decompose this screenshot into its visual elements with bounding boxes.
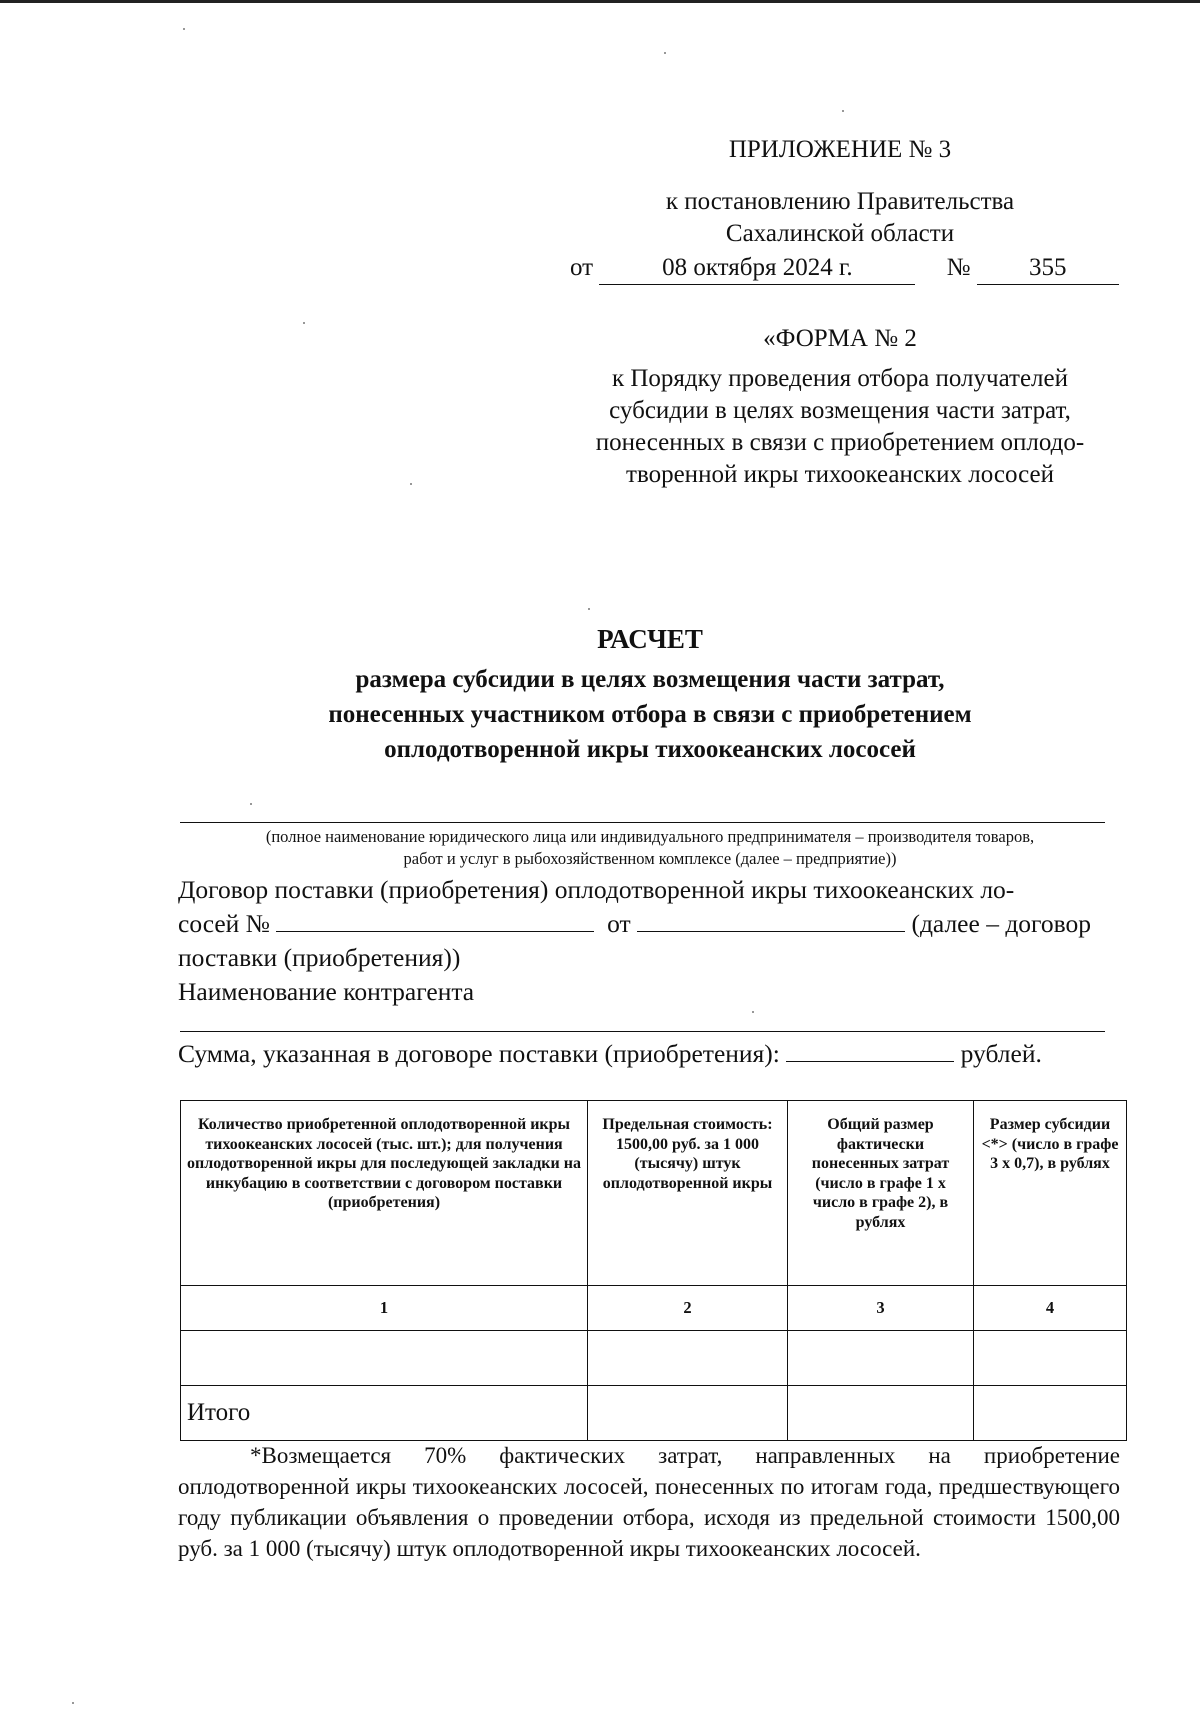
decree-reference <box>540 186 1140 250</box>
contract-line-1: Договор поставки (приобретения) оплодотворенной икры тихоокеанских ло- <box>178 875 1015 904</box>
scan-speck <box>588 608 590 610</box>
calculation-table <box>180 1100 1127 1441</box>
table-cell <box>588 1386 788 1441</box>
document-subtitle <box>180 662 1120 767</box>
header-subsidy: Размер субсидии <*> (число в графе 3 х 0,7), в рублях <box>974 1101 1127 1286</box>
decree-line: к постановлению Правительства <box>665 188 1015 215</box>
scan-speck <box>250 803 252 805</box>
scan-top-edge <box>0 0 1200 3</box>
table-header-row <box>181 1101 1127 1286</box>
decree-line: Сахалинской области <box>725 220 955 247</box>
table-cell <box>788 1331 974 1386</box>
contract-number-blank <box>276 911 594 932</box>
header-total-costs: Общий размер фактически понесенных затрат (число в графе 1 х число в графе 2), в рублях <box>788 1101 974 1286</box>
entity-caption <box>175 826 1125 870</box>
document-title: РАСЧЕТ <box>597 624 703 654</box>
contract-line-3: поставки (приобретения)) <box>178 943 461 972</box>
form-description <box>540 363 1140 491</box>
total-row <box>181 1386 1127 1441</box>
scan-speck <box>303 322 305 324</box>
table-cell <box>588 1331 788 1386</box>
sum-unit: рублей. <box>960 1039 1042 1068</box>
date-prefix: от <box>570 254 594 281</box>
form-desc-line: понесенных в связи с приобретением оплодо- <box>595 429 1085 456</box>
column-number: 2 <box>588 1286 788 1331</box>
form-desc-line: творенной икры тихоокеанских лососей <box>626 461 1054 488</box>
column-number-row <box>181 1286 1127 1331</box>
scan-speck <box>664 52 666 54</box>
form-title: «ФОРМА № 2 <box>763 325 917 352</box>
subtitle-line: размера субсидии в целях возмещения части затрат, <box>355 666 945 693</box>
sum-label: Сумма, указанная в договоре поставки (приобретения): <box>178 1039 780 1068</box>
decree-date-number <box>570 252 1119 285</box>
decree-date: 08 октября 2024 г. <box>599 252 915 285</box>
header-quantity: Количество приобретенной оплодотворенной икры тихоокеанских лососей (тыс. шт.); для получения оплодотворенной икры для последующей закладки на инкубацию в соответствии с договором поставки (приобретения) <box>181 1101 588 1286</box>
counterparty-line <box>180 1031 1105 1032</box>
number-prefix: № <box>946 254 971 281</box>
contract-date-blank <box>637 911 905 932</box>
contract-number-label: сосей № <box>178 909 271 938</box>
scan-speck <box>183 28 185 30</box>
scan-speck <box>752 1011 754 1013</box>
form-desc-line: к Порядку проведения отбора получателей <box>611 365 1069 392</box>
scan-speck <box>410 483 412 485</box>
table-row <box>181 1331 1127 1386</box>
column-number: 4 <box>974 1286 1127 1331</box>
table-cell <box>181 1331 588 1386</box>
entity-name-line <box>180 822 1105 823</box>
caption-line: (полное наименование юридического лица или индивидуального предпринимателя – производителя товаров, <box>265 827 1035 846</box>
footnote: *Возмещается 70% фактических затрат, направленных на приобретение оплодотворенной икры тихоокеанских лососей, понесенных по итогам года, предшествующего году публикации объявления о проведении отбора, исходя из предельной стоимости 1500,00 руб. за 1 000 (тысячу) штук оплодотворенной икры тихоокеанских лососей. <box>178 1443 1120 1561</box>
table-cell <box>974 1386 1127 1441</box>
total-label: Итого <box>181 1386 588 1441</box>
scan-speck <box>842 110 844 112</box>
sum-line <box>178 1037 1120 1071</box>
contract-line-2 <box>178 907 1120 941</box>
table-cell <box>974 1331 1127 1386</box>
contract-suffix: (далее – договор <box>911 909 1091 938</box>
scan-speck <box>72 1702 74 1704</box>
caption-line: работ и услуг в рыбохозяйственном комплексе (далее – предприятие)) <box>403 849 897 868</box>
decree-number: 355 <box>977 252 1119 285</box>
column-number: 3 <box>788 1286 974 1331</box>
annex-title: ПРИЛОЖЕНИЕ № 3 <box>728 136 952 163</box>
column-number: 1 <box>181 1286 588 1331</box>
counterparty-label: Наименование контрагента <box>178 977 475 1006</box>
subtitle-line: понесенных участником отбора в связи с приобретением <box>328 701 972 728</box>
form-desc-line: субсидии в целях возмещения части затрат, <box>609 397 1071 424</box>
sum-blank <box>786 1041 954 1062</box>
subtitle-line: оплодотворенной икры тихоокеанских лососей <box>384 736 916 763</box>
table-cell <box>788 1386 974 1441</box>
contract-date-label: от <box>607 909 631 938</box>
header-max-cost: Предельная стоимость: 1500,00 руб. за 1 000 (тысячу) штук оплодотворенной икры <box>588 1101 788 1286</box>
